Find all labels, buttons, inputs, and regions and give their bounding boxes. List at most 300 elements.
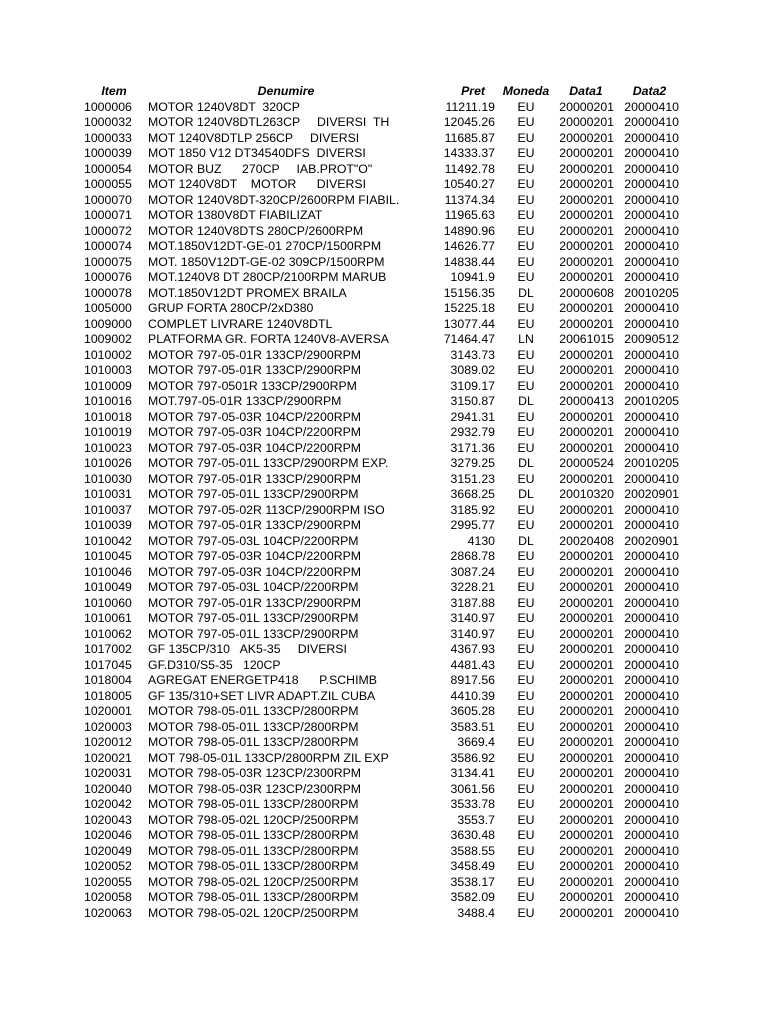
cell-pret: 2932.79 (450, 425, 495, 439)
cell-denumire: MOTOR 798-05-02L 120CP/2500RPM (148, 812, 359, 827)
table-row (82, 518, 682, 534)
cell-item: 1010009 (84, 378, 132, 393)
cell-moneda: LN (518, 332, 534, 346)
cell-data1: 20000201 (559, 409, 614, 424)
cell-data1: 20000201 (559, 363, 614, 377)
cell-data2: 20000410 (624, 378, 679, 393)
cell-item: 1020055 (84, 874, 132, 889)
cell-data1: 20000201 (559, 750, 614, 765)
cell-denumire: MOTOR 798-05-01L 133CP/2800RPM (148, 843, 359, 858)
cell-denumire: MOTOR 797-05-01L 133CP/2900RPM (148, 626, 359, 641)
cell-denumire: MOTOR 1240V8DTL263CP DIVERSI TH (148, 115, 390, 129)
cell-item: 1020043 (84, 812, 132, 827)
table-row (82, 410, 682, 426)
cell-data1: 20000201 (559, 270, 614, 284)
table-row (82, 580, 682, 596)
table-row (82, 348, 682, 364)
cell-denumire: MOT. 1850V12DT-GE-02 309CP/1500RPM (148, 254, 385, 269)
cell-data1: 20000201 (559, 781, 614, 796)
table-row (82, 642, 682, 658)
cell-item: 1000076 (84, 270, 132, 284)
column-header-moneda: Moneda (502, 84, 550, 98)
cell-denumire: MOTOR 798-05-03R 123CP/2300RPM (148, 766, 362, 780)
cell-data1: 20000201 (559, 688, 614, 703)
cell-data2: 20000410 (624, 223, 679, 238)
cell-moneda: EU (517, 440, 535, 455)
cell-moneda: DL (518, 394, 534, 408)
cell-pret: 4481.43 (450, 657, 495, 672)
cell-denumire: MOTOR 797-05-03R 104CP/2200RPM (148, 549, 362, 563)
cell-pret: 71464.47 (443, 332, 495, 346)
cell-item: 1010002 (84, 347, 132, 362)
table-row (82, 146, 682, 162)
cell-data1: 20000201 (559, 316, 614, 331)
table-row (82, 162, 682, 178)
cell-data1: 20020408 (559, 533, 614, 548)
cell-item: 1020058 (84, 890, 132, 904)
table-row (82, 720, 682, 736)
cell-data2: 20000410 (624, 192, 679, 207)
cell-data2: 20000410 (624, 440, 679, 455)
cell-item: 1010062 (84, 626, 132, 641)
table-row (82, 472, 682, 488)
cell-item: 1009002 (84, 332, 132, 346)
table-row (82, 689, 682, 705)
table-row (82, 797, 682, 813)
cell-pret: 3605.28 (450, 704, 495, 718)
cell-data1: 20000201 (559, 797, 614, 811)
cell-item: 1000032 (84, 115, 132, 129)
cell-pret: 11492.78 (444, 161, 495, 176)
cell-item: 1000039 (84, 146, 132, 160)
cell-data2: 20000410 (624, 363, 679, 377)
cell-data2: 20000410 (624, 502, 679, 517)
cell-data2: 20000410 (624, 611, 679, 625)
cell-moneda: EU (517, 270, 535, 284)
cell-data2: 20000410 (624, 905, 679, 920)
table-row (82, 828, 682, 844)
cell-moneda: EU (517, 843, 535, 858)
spreadsheet (82, 84, 682, 921)
column-header-denumire: Denumire (257, 84, 315, 98)
cell-pret: 2868.78 (450, 549, 495, 563)
cell-data2: 20000410 (624, 874, 679, 889)
cell-pret: 3061.56 (450, 781, 495, 796)
cell-data2: 20000410 (624, 859, 679, 873)
cell-data1: 20000608 (559, 285, 614, 300)
cell-denumire: MOTOR 798-05-03R 123CP/2300RPM (148, 781, 362, 796)
cell-moneda: EU (517, 425, 535, 439)
cell-denumire: MOTOR 797-05-01L 133CP/2900RPM EXP. (148, 456, 389, 470)
table-row (82, 890, 682, 906)
table-row (82, 301, 682, 317)
cell-pret: 3150.87 (450, 394, 495, 408)
cell-data1: 20000201 (559, 223, 614, 238)
cell-data1: 20000201 (559, 146, 614, 160)
cell-pret: 11211.19 (445, 99, 495, 114)
table-row (82, 782, 682, 798)
cell-denumire: MOTOR 798-05-01L 133CP/2800RPM (148, 704, 359, 718)
header-row (82, 84, 682, 100)
cell-item: 1010023 (84, 440, 132, 455)
table-row (82, 193, 682, 209)
cell-data2: 20010205 (624, 285, 679, 300)
column-header-data2: Data2 (632, 84, 667, 98)
cell-data1: 20000201 (559, 859, 614, 873)
cell-item: 1000078 (84, 285, 132, 300)
cell-data2: 20000410 (624, 347, 679, 362)
cell-data2: 20000410 (624, 130, 679, 145)
cell-data1: 20000201 (559, 874, 614, 889)
cell-denumire: AGREGAT ENERGETP418 P.SCHIMB (148, 673, 377, 687)
cell-pret: 14890.96 (443, 223, 495, 238)
cell-data1: 20000201 (559, 828, 614, 842)
cell-data1: 20000201 (559, 642, 614, 656)
cell-data2: 20000410 (624, 239, 679, 253)
cell-data2: 20010205 (624, 394, 679, 408)
cell-item: 1010037 (84, 502, 132, 517)
cell-data2: 20000410 (624, 177, 679, 191)
cell-moneda: EU (517, 750, 535, 765)
cell-moneda: EU (517, 99, 535, 114)
column-header-data1: Data1 (569, 84, 603, 98)
cell-moneda: EU (517, 363, 535, 377)
cell-moneda: EU (517, 192, 535, 207)
cell-pret: 3185.92 (450, 502, 495, 517)
cell-item: 1010045 (84, 549, 132, 563)
cell-moneda: EU (517, 890, 535, 904)
cell-item: 1020042 (84, 797, 132, 811)
table-row (82, 286, 682, 302)
cell-pret: 3533.78 (450, 797, 495, 811)
table-row (82, 751, 682, 767)
cell-item: 1020003 (84, 719, 132, 734)
cell-denumire: MOTOR 797-05-01R 133CP/2900RPM (148, 471, 362, 486)
cell-denumire: MOTOR 798-05-01L 133CP/2800RPM (148, 735, 359, 749)
cell-item: 1010049 (84, 580, 132, 594)
cell-denumire: MOT 1240V8DTLP 256CP DIVERSI (148, 130, 360, 145)
cell-data2: 20000410 (624, 828, 679, 842)
cell-denumire: MOT.1850V12DT PROMEX BRAILA (148, 285, 347, 300)
cell-data1: 20000201 (559, 719, 614, 734)
cell-pret: 3143.73 (450, 347, 495, 362)
cell-pret: 2941.31 (450, 409, 495, 424)
cell-item: 1020001 (84, 704, 132, 718)
cell-item: 1010046 (84, 564, 132, 579)
cell-denumire: MOTOR 797-05-03L 104CP/2200RPM (148, 580, 359, 594)
table-row (82, 844, 682, 860)
cell-pret: 3171.36 (450, 440, 495, 455)
cell-data2: 20000410 (624, 208, 679, 222)
cell-data1: 20000201 (559, 130, 614, 145)
table-row (82, 735, 682, 751)
cell-pret: 11685.87 (444, 130, 495, 145)
cell-data2: 20000410 (624, 409, 679, 424)
table-row (82, 813, 682, 829)
table-body (82, 100, 682, 922)
table-row (82, 115, 682, 131)
cell-moneda: DL (518, 487, 534, 501)
cell-item: 1020012 (84, 735, 132, 749)
cell-pret: 3151.23 (450, 471, 495, 486)
cell-pret: 14626.77 (443, 239, 495, 253)
table-row (82, 859, 682, 875)
table-row (82, 394, 682, 410)
cell-pret: 3140.97 (450, 611, 495, 625)
cell-denumire: MOT 798-05-01L 133CP/2800RPM ZIL EXP (148, 750, 389, 765)
table-row (82, 100, 682, 116)
cell-denumire: COMPLET LIVRARE 1240V8DTL (148, 316, 333, 331)
cell-data2: 20000410 (624, 704, 679, 718)
cell-denumire: MOTOR 797-05-01R 133CP/2900RPM (148, 595, 362, 610)
table-row (82, 239, 682, 255)
cell-moneda: EU (517, 347, 535, 362)
cell-pret: 10941.9 (450, 270, 495, 284)
cell-data2: 20000410 (624, 270, 679, 284)
cell-item: 1010061 (84, 611, 132, 625)
cell-data2: 20010205 (624, 456, 679, 470)
cell-item: 1000054 (84, 161, 132, 176)
table-row (82, 627, 682, 643)
cell-data2: 20000410 (624, 812, 679, 827)
cell-moneda: EU (517, 704, 535, 718)
cell-moneda: EU (517, 797, 535, 811)
cell-pret: 3458.49 (450, 859, 495, 873)
cell-pret: 3109.17 (450, 378, 495, 393)
cell-denumire: PLATFORMA GR. FORTA 1240V8-AVERSA (148, 332, 390, 346)
cell-data2: 20000410 (624, 161, 679, 176)
cell-data1: 20000201 (559, 843, 614, 858)
cell-item: 1010019 (84, 425, 132, 439)
cell-denumire: MOTOR 797-05-01R 133CP/2900RPM (148, 518, 362, 532)
cell-item: 1020031 (84, 766, 132, 780)
cell-denumire: MOTOR 797-05-03L 104CP/2200RPM (148, 533, 359, 548)
cell-moneda: EU (517, 378, 535, 393)
cell-item: 1000055 (84, 177, 132, 191)
cell-data1: 20000413 (559, 394, 614, 408)
cell-item: 1010039 (84, 518, 132, 532)
cell-denumire: MOTOR 797-05-01R 133CP/2900RPM (148, 363, 362, 377)
cell-denumire: MOTOR 1240V8DT 320CP (148, 99, 300, 114)
cell-data1: 20000201 (559, 626, 614, 641)
table-row (82, 673, 682, 689)
cell-moneda: EU (517, 812, 535, 827)
cell-pret: 15156.35 (443, 285, 495, 300)
cell-data2: 20000410 (624, 580, 679, 594)
cell-data1: 20000201 (559, 580, 614, 594)
cell-data2: 20020901 (624, 487, 679, 501)
cell-item: 1020040 (84, 781, 132, 796)
table-row (82, 704, 682, 720)
cell-item: 1005000 (84, 301, 132, 315)
cell-data1: 20000201 (559, 595, 614, 610)
cell-denumire: MOT.797-05-01R 133CP/2900RPM (148, 394, 342, 408)
cell-item: 1020052 (84, 859, 132, 873)
cell-denumire: MOTOR 1380V8DT FIABILIZAT (148, 208, 323, 222)
cell-pret: 10540.27 (443, 177, 495, 191)
cell-item: 1010042 (84, 533, 132, 548)
cell-item: 1000072 (84, 223, 132, 238)
cell-data1: 20000201 (559, 471, 614, 486)
cell-pret: 15225.18 (443, 301, 495, 315)
cell-moneda: EU (517, 828, 535, 842)
table-row (82, 177, 682, 193)
cell-data1: 20000201 (559, 347, 614, 362)
cell-data2: 20000410 (624, 626, 679, 641)
cell-moneda: EU (517, 735, 535, 749)
cell-data1: 20000201 (559, 239, 614, 253)
cell-moneda: EU (517, 177, 535, 191)
cell-moneda: EU (517, 518, 535, 532)
table-row (82, 534, 682, 550)
cell-denumire: MOTOR 1240V8DT-320CP/2600RPM FIABIL. (148, 192, 400, 207)
table-row (82, 425, 682, 441)
cell-pret: 3140.97 (450, 626, 495, 641)
cell-pret: 3228.21 (450, 580, 495, 594)
cell-item: 1000075 (84, 254, 132, 269)
cell-data1: 20000201 (559, 518, 614, 532)
cell-moneda: EU (517, 859, 535, 873)
cell-pret: 3669.4 (457, 735, 495, 749)
table-row (82, 875, 682, 891)
cell-denumire: MOTOR 797-05-03R 104CP/2200RPM (148, 440, 362, 455)
cell-data2: 20000410 (624, 750, 679, 765)
table-row (82, 131, 682, 147)
cell-moneda: DL (518, 456, 534, 470)
cell-denumire: MOT 1240V8DT MOTOR DIVERSI (148, 177, 366, 191)
cell-data2: 20000410 (624, 146, 679, 160)
cell-data1: 20000201 (559, 890, 614, 904)
cell-data2: 20000410 (624, 99, 679, 114)
cell-data1: 20000201 (559, 378, 614, 393)
cell-data1: 20000201 (559, 766, 614, 780)
cell-pret: 3582.09 (450, 890, 495, 904)
cell-item: 1017002 (84, 642, 132, 656)
cell-data1: 20000201 (559, 192, 614, 207)
cell-data1: 20000201 (559, 177, 614, 191)
cell-moneda: EU (517, 254, 535, 269)
cell-pret: 8917.56 (450, 673, 495, 687)
cell-data2: 20000410 (624, 890, 679, 904)
cell-moneda: EU (517, 673, 535, 687)
cell-pret: 3279.25 (450, 456, 495, 470)
cell-denumire: MOTOR 797-05-02R 113CP/2900RPM ISO (148, 502, 385, 517)
cell-moneda: EU (517, 161, 535, 176)
cell-moneda: EU (517, 874, 535, 889)
cell-moneda: EU (517, 611, 535, 625)
cell-denumire: MOTOR 798-05-01L 133CP/2800RPM (148, 797, 359, 811)
cell-denumire: MOTOR 797-05-01R 133CP/2900RPM (148, 347, 362, 362)
cell-item: 1018005 (84, 688, 132, 703)
cell-data1: 20000201 (559, 704, 614, 718)
cell-data1: 20000524 (559, 456, 614, 470)
cell-pret: 3588.55 (450, 843, 495, 858)
cell-moneda: EU (517, 502, 535, 517)
cell-pret: 12045.26 (443, 115, 495, 129)
cell-data1: 20000201 (559, 208, 614, 222)
cell-item: 1018004 (84, 673, 132, 687)
cell-item: 1010060 (84, 595, 132, 610)
cell-moneda: EU (517, 208, 535, 222)
table-row (82, 549, 682, 565)
cell-denumire: MOTOR BUZ 270CP IAB.PROT"O" (148, 161, 373, 176)
cell-moneda: EU (517, 301, 535, 315)
table-row (82, 906, 682, 922)
cell-pret: 14333.37 (443, 146, 495, 160)
cell-moneda: EU (517, 719, 535, 734)
cell-moneda: EU (517, 223, 535, 238)
cell-data1: 20000201 (559, 905, 614, 920)
cell-data2: 20000410 (624, 673, 679, 687)
cell-data2: 20000410 (624, 595, 679, 610)
cell-moneda: EU (517, 316, 535, 331)
cell-item: 1017045 (84, 657, 132, 672)
cell-denumire: MOTOR 797-05-01L 133CP/2900RPM (148, 611, 359, 625)
cell-data1: 20000201 (559, 115, 614, 129)
cell-pret: 3089.02 (450, 363, 495, 377)
cell-item: 1000070 (84, 192, 132, 207)
table-row (82, 208, 682, 224)
cell-item: 1020063 (84, 905, 132, 920)
cell-item: 1000074 (84, 239, 132, 253)
cell-data2: 20000410 (624, 564, 679, 579)
cell-denumire: MOTOR 797-05-03R 104CP/2200RPM (148, 409, 362, 424)
table-row (82, 503, 682, 519)
cell-pret: 3630.48 (450, 828, 495, 842)
cell-moneda: EU (517, 688, 535, 703)
cell-denumire: MOTOR 797-0501R 133CP/2900RPM (148, 378, 357, 393)
cell-pret: 3583.51 (450, 719, 495, 734)
table-row (82, 487, 682, 503)
cell-item: 1010026 (84, 456, 132, 470)
table-row (82, 441, 682, 457)
cell-moneda: EU (517, 595, 535, 610)
column-header-item: Item (101, 84, 127, 98)
column-header-pret: Pret (461, 84, 485, 98)
cell-data2: 20020901 (624, 533, 679, 548)
cell-denumire: MOTOR 798-05-02L 120CP/2500RPM (148, 905, 359, 920)
cell-item: 1009000 (84, 316, 132, 331)
cell-data1: 20000201 (559, 254, 614, 269)
cell-data1: 20000201 (559, 440, 614, 455)
cell-pret: 11374.34 (444, 192, 495, 207)
cell-denumire: MOTOR 798-05-01L 133CP/2800RPM (148, 719, 359, 734)
cell-moneda: EU (517, 146, 535, 160)
cell-data2: 20000410 (624, 254, 679, 269)
cell-data2: 20000410 (624, 688, 679, 703)
table-row (82, 596, 682, 612)
table-row (82, 332, 682, 348)
cell-denumire: MOTOR 798-05-01L 133CP/2800RPM (148, 890, 359, 904)
table-row (82, 363, 682, 379)
table-row (82, 317, 682, 333)
cell-data1: 20000201 (559, 301, 614, 315)
cell-data2: 20000410 (624, 735, 679, 749)
cell-item: 1010016 (84, 394, 132, 408)
cell-pret: 3087.24 (450, 564, 495, 579)
cell-item: 1000071 (84, 208, 132, 222)
cell-moneda: EU (517, 657, 535, 672)
cell-data2: 20000410 (624, 843, 679, 858)
cell-data1: 20061015 (559, 332, 614, 346)
cell-item: 1020021 (84, 750, 132, 765)
cell-item: 1010018 (84, 409, 132, 424)
cell-pret: 4130 (467, 533, 495, 548)
cell-data2: 20000410 (624, 316, 679, 331)
cell-pret: 3668.25 (450, 487, 495, 501)
items-table (82, 84, 682, 921)
cell-denumire: MOT.1240V8 DT 280CP/2100RPM MARUB (148, 270, 387, 284)
